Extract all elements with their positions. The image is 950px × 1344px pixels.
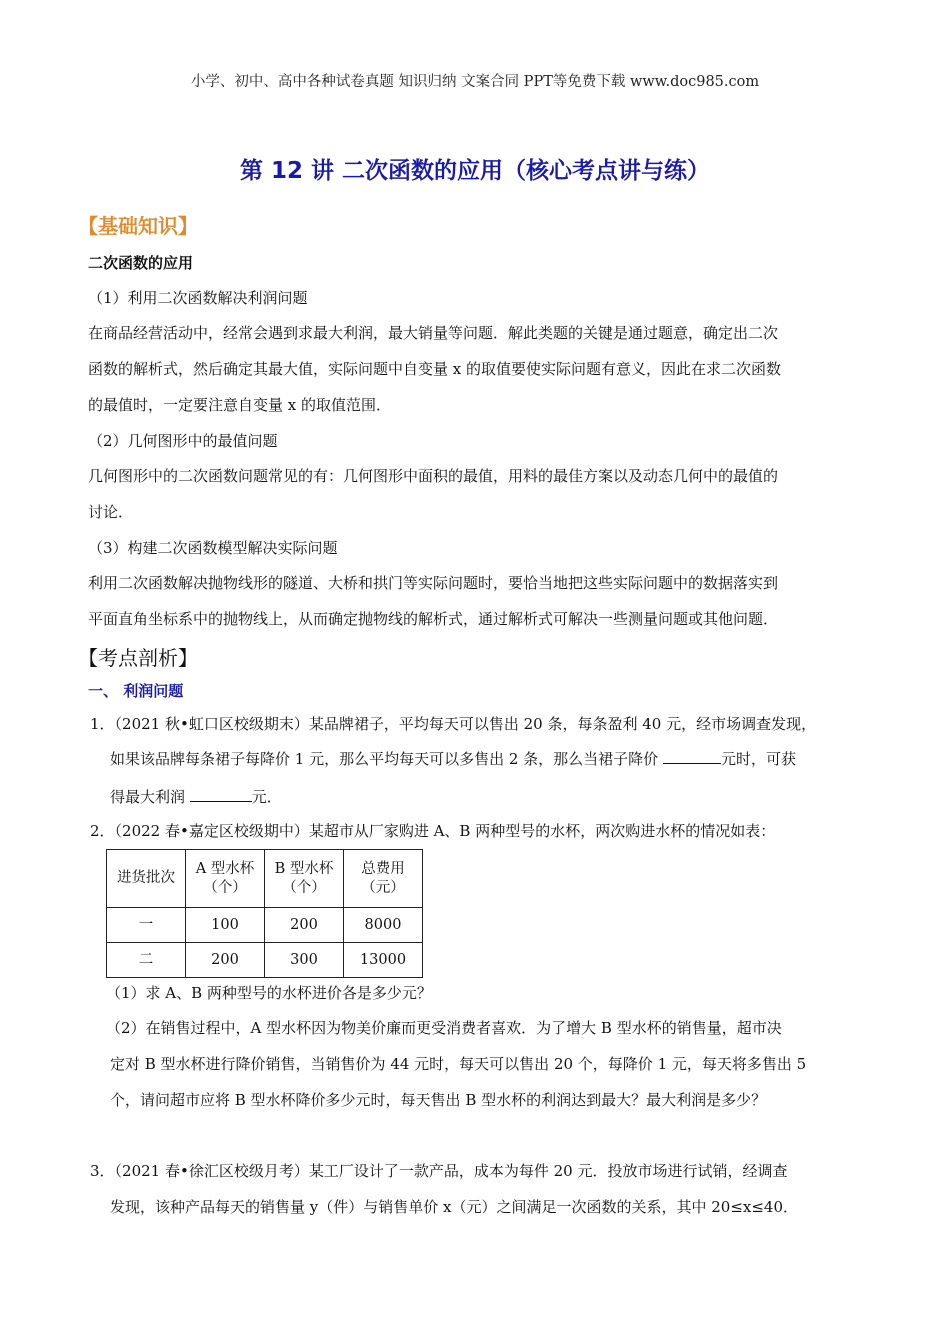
q1-line1: 1．（2021 秋•虹口区校级期末）某品牌裙子，平均每天可以售出 20 条，每条盈利 40 元，经市场调查发现， [90,715,817,733]
q1-line2-text: 如果该品牌每条裙子每降价 1 元，那么平均每天可以多售出 2 条，那么当裙子降价 [110,750,663,768]
table-header-cell: A 型水杯 （个） [186,850,265,908]
q1-blank-profit[interactable] [190,787,252,802]
analysis-heading: 【考点剖析】 [78,646,198,670]
table-cell: 一 [107,908,186,943]
table-header-cell: 进货批次 [107,850,186,908]
basic-line: （3）构建二次函数模型解决实际问题 [88,539,338,557]
q2-part2-line: 定对 B 型水杯进行降价销售，当销售价为 44 元时，每天可以售出 20 个，每降价 1 元，每天将多售出 5 [110,1055,807,1073]
table-cell: 200 [265,908,344,943]
q2-part2-line: 个，请问超市应将 B 型水杯降价多少元时，每天售出 B 型水杯的利润达到最大？最大利润是多少？ [110,1091,767,1109]
basic-line: 几何图形中的二次函数问题常见的有：几何图形中面积的最值，用料的最佳方案以及动态几何中的最值的 [88,467,779,485]
q2-line1: 2．（2022 春•嘉定区校级期中）某超市从厂家购进 A、B 两种型号的水杯，两次购进水杯的情况如表： [90,822,776,840]
q3-line2: 发现，该种产品每天的销售量 y（件）与销售单价 x（元）之间满足一次函数的关系，其中 20≤x≤40． [110,1198,799,1216]
table-cell: 13000 [344,943,423,978]
q1-blank-discount[interactable] [663,749,721,764]
basic-line: 平面直角坐标系中的抛物线上，从而确定抛物线的解析式，通过解析式可解决一些测量问题或其他问题． [88,610,779,628]
basic-knowledge-heading: 【基础知识】 [78,214,198,238]
basic-line: （2）几何图形中的最值问题 [88,432,278,450]
table-cell: 8000 [344,908,423,943]
table-header-cell: 总费用 （元） [344,850,423,908]
basic-subheading: 二次函数的应用 [88,254,194,272]
q2-part1: （1）求 A、B 两种型号的水杯进价各是多少元？ [106,984,432,1002]
q1-line2-tail: 元时，可获 [720,750,796,768]
purchase-table [106,849,423,978]
table-header-row [107,850,423,908]
q1-line3 [110,786,282,807]
table-row [107,908,423,943]
table-cell: 200 [186,943,265,978]
q1-line3-text: 得最大利润 [110,788,190,806]
basic-line: 的最值时，一定要注意自变量 x 的取值范围． [88,396,391,414]
page-header: 小学、初中、高中各种试卷真题 知识归纳 文案合同 PPT等免费下载 www.doc985.com [190,74,760,90]
q3-line1: 3．（2021 春•徐汇区校级月考）某工厂设计了一款产品，成本为每件 20 元．投放市场进行试销，经调查 [90,1162,788,1180]
page-title: 第 12 讲 二次函数的应用（核心考点讲与练） [239,158,711,184]
q1-line3-tail: 元． [251,788,282,806]
q1-line2 [110,748,796,769]
topic-profit-heading: 一、 利润问题 [88,682,184,700]
table-cell: 100 [186,908,265,943]
table-header-cell: B 型水杯 （个） [265,850,344,908]
basic-line: 利用二次函数解决抛物线形的隧道、大桥和拱门等实际问题时，要恰当地把这些实际问题中的数据落实到 [88,574,779,592]
basic-line: （1）利用二次函数解决利润问题 [88,289,308,307]
basic-line: 函数的解析式，然后确定其最大值，实际问题中自变量 x 的取值要使实际问题有意义，因此在求二次函数 [88,360,782,378]
table-cell: 二 [107,943,186,978]
q2-part2-line: （2）在销售过程中，A 型水杯因为物美价廉而更受消费者喜欢．为了增大 B 型水杯的销售量，超市决 [106,1019,782,1037]
table-cell: 300 [265,943,344,978]
basic-line: 讨论． [88,503,134,521]
table-row [107,943,423,978]
basic-line: 在商品经营活动中，经常会遇到求最大利润，最大销量等问题．解此类题的关键是通过题意，确定出二次 [88,324,779,342]
